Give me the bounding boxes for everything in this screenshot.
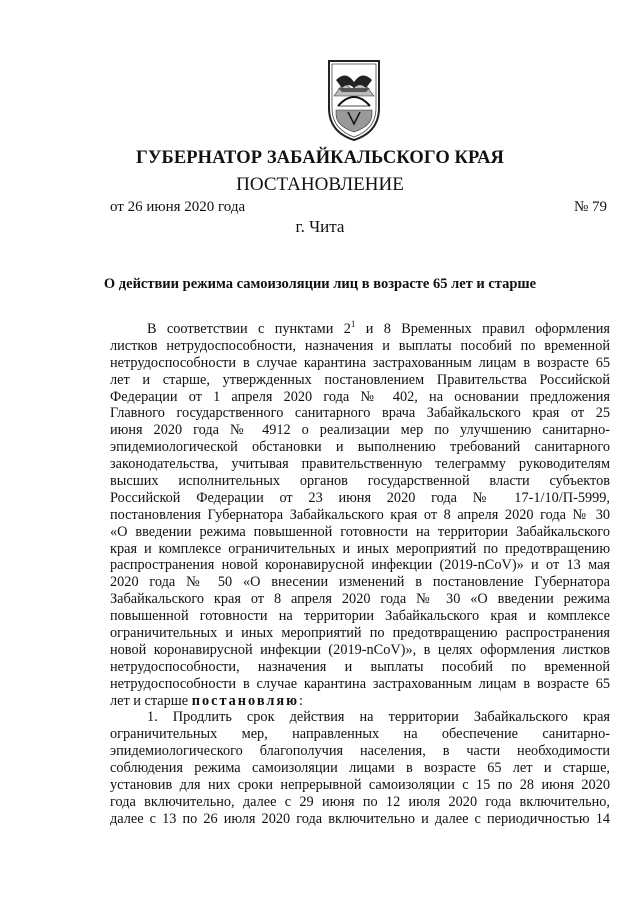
preamble-line: нетрудоспособности в случае карантина застрахованным лицам в возрасте 65 — [110, 354, 610, 371]
item-line: установив для них сроки непрерывной самоизоляции с 15 по 28 июня 2020 — [110, 777, 610, 794]
preamble-line: повышенной готовности на территории Забайкальского края и комплексе — [110, 608, 610, 625]
preamble-line: Федерации от 1 апреля 2020 года № 402, на основании предложения — [110, 388, 610, 405]
item-line: года включительно, далее с 29 июня по 12 июля 2020 года включительно, — [110, 793, 610, 810]
document-city: г. Чита — [295, 217, 345, 236]
document-number: № 79 — [574, 199, 608, 215]
preamble-line: ограничительных и иных мероприятий по предотвращению распространения — [110, 625, 610, 642]
preamble-line: В соответствии с пунктами $2^1$ и 8 Временных правил оформления — [147, 319, 610, 337]
item-line: соблюдения режима самоизоляции лицами в возрасте 65 лет и старше, — [110, 760, 610, 777]
preamble-line: Главного государственного санитарного врача Забайкальского края от 25 — [110, 405, 610, 422]
item-line: 1. Продлить срок действия на территории Забайкальского края — [147, 709, 610, 726]
preamble-line: нетрудоспособности в случае карантина застрахованным лицам в возрасте 65 — [110, 675, 610, 692]
document-date: от 26 июня 2020 года — [110, 199, 246, 215]
preamble-line: июня 2020 года № 4912 о реализации мер по улучшению санитарно- — [110, 422, 610, 439]
preamble-line: новой коронавирусной инфекции (2019-nCoV)», в целях оформления листков — [110, 641, 610, 658]
preamble-line: листков нетрудоспособности, назначения и выплаты пособий по временной — [110, 337, 610, 354]
item-line: эпидемиологического благополучия населения, в части необходимости — [110, 743, 610, 760]
preamble-line: законодательства, учитывая правительственную телеграмму руководителям — [110, 456, 610, 473]
preamble-line: лет и старше постановляю: — [110, 692, 304, 709]
resolution-word: постановляю — [191, 692, 300, 709]
document-title: О действии режима самоизоляции лиц в возрасте 65 лет и старше — [103, 276, 537, 292]
preamble-line: распространения новой коронавирусной инфекции (2019-nCoV)» и от 13 мая — [110, 557, 610, 574]
document-body — [110, 321, 610, 828]
preamble-line: 2020 года № 50 «О внесении изменений в постановление Губернатора — [110, 574, 610, 591]
preamble-line: Российской Федерации от 23 июня 2020 года № 17-1/10/П-5999, — [110, 489, 610, 506]
item-line: ограничительных мер, направленных на обеспечение санитарно- — [110, 726, 610, 743]
preamble-line: постановления Губернатора Забайкальского края от 8 апреля 2020 года № 30 — [110, 506, 610, 523]
preamble-line: края и комплексе ограничительных и иных мероприятий по предотвращению — [110, 540, 610, 557]
preamble-line: лет и старше, утвержденных постановлением Правительства Российской — [110, 371, 610, 388]
preamble-line: нетрудоспособности, назначения и выплаты пособий по временной — [110, 658, 610, 675]
preamble-line: эпидемиологической обстановки и выполнению требований санитарного — [110, 439, 610, 456]
coat-of-arms-emblem — [326, 58, 382, 142]
issuing-authority: ГУБЕРНАТОР ЗАБАЙКАЛЬСКОГО КРАЯ — [135, 148, 505, 168]
preamble-line: «О введении режима повышенной готовности на территории Забайкальского — [110, 523, 610, 540]
item-line: далее с 13 по 26 июля 2020 года включительно и далее с периодичностью 14 — [110, 810, 610, 827]
preamble-line: Забайкальского края от 8 апреля 2020 года № 30 «О введении режима — [110, 591, 610, 608]
preamble-line: высших исполнительных органов государственной власти субъектов — [110, 473, 610, 490]
document-type: ПОСТАНОВЛЕНИЕ — [236, 174, 404, 195]
